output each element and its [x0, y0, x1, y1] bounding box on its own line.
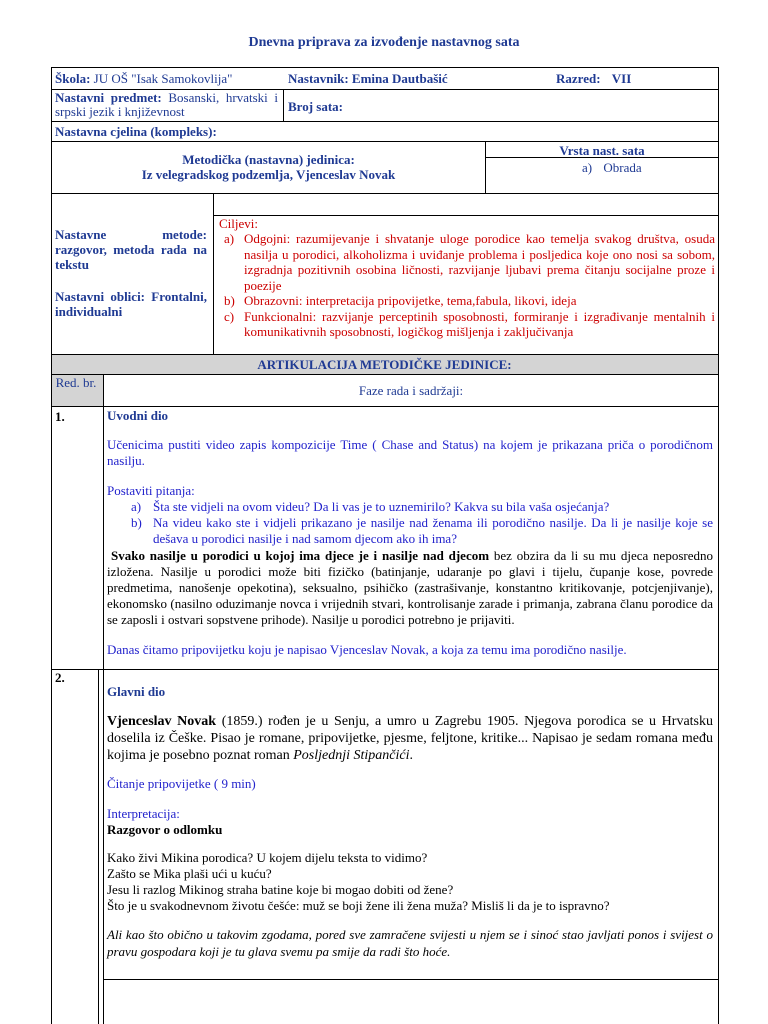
table-divider — [51, 354, 719, 355]
table-border-left — [51, 67, 52, 1024]
jedinica-label: Metodička (nastavna) jedinica: — [182, 152, 355, 167]
cilj-text: Obrazovni: interpretacija pripovijetke, tema,fabula, likovi, ideja — [244, 293, 577, 308]
razred-field — [556, 71, 706, 86]
question-marker: a) — [131, 499, 142, 514]
vrsta-label: Vrsta nast. sata — [559, 143, 645, 158]
oblici-label: Nastavni oblici: — [55, 289, 146, 304]
table-divider-v — [98, 669, 99, 1024]
broj-sata-field: Broj sata: — [288, 99, 344, 114]
row1-content — [107, 408, 713, 658]
table-divider — [51, 121, 719, 122]
discussion-question: Zašto se Mika plaši ući u kuću? — [107, 866, 272, 881]
row1-closing: Danas čitamo pripovijetku koju je napisao Vjenceslav Novak, a koja za temu ima porodično nasilje. — [107, 642, 627, 657]
bio-novel: Posljednji Stipančići — [293, 748, 410, 763]
col-faze: Faze rada i sadržaji: — [358, 383, 464, 398]
row1-intro: Učenicima pustiti video zapis kompozicije Time ( Chase and Status) na kojem je prikazana priča o porodičnom nasilju. — [107, 437, 713, 468]
row2-heading: Glavni dio — [107, 684, 166, 699]
cilj-marker: a) — [224, 231, 235, 246]
table-border-right — [718, 67, 719, 1024]
row2-quote: Ali kao što obično u takovim zgodama, pored sve zamračene svijesti u njem se i sinoć stao javljati ponos i svijest o pravu gospodara koji je tu glava svemu pa smije da radi što hoće. — [107, 927, 713, 959]
page-title: Dnevna priprava za izvođenje nastavnog sata — [248, 35, 520, 50]
table-divider — [51, 374, 719, 375]
bio-name: Vjenceslav Novak — [107, 714, 217, 729]
table-divider-v — [103, 374, 104, 1024]
row1-body — [107, 548, 713, 628]
col-red-br: Red. br. — [55, 375, 97, 390]
row1-body-text: bez obzira da li su mu djeca neposredno izložena. Nasilje u porodici može biti fizičko (batinjanje, udaranje po glavi i tijelu, čupanje kose, povrede predmetima, nanošenje opekotina), seksualno, psihičko (zastrašivanje, konstantno kritikovanje, potcjenjivanje), ekonomsko (nasilno oduzimanje novca i vrijednih stvari, kontrolisanje zarade i primanja, zabrana članu porodice da se zaposli i ostvari sopstvene prihode). Nasilje u porodici potrebno je prijaviti. — [107, 548, 713, 627]
row2-reading: Čitanje pripovijetke ( 9 min) — [107, 776, 256, 791]
metode-label: Nastavne metode: — [55, 227, 207, 242]
cjelina-field: Nastavna cjelina (kompleks): — [55, 124, 217, 139]
table-divider — [51, 669, 719, 670]
row1-questions-label: Postaviti pitanja: — [107, 483, 195, 498]
ciljevi-list — [214, 231, 715, 340]
oblici-field — [55, 289, 207, 319]
table-divider — [51, 406, 719, 407]
razred-label: Razred: — [556, 71, 601, 86]
row1-bold-lead: Svako nasilje u porodici u kojoj ima djece je i nasilje nad djecom — [111, 548, 490, 563]
cilj-text: Odgojni: razumijevanje i shvatanje uloge porodice kao temelja svakog društva, osuda nasilja u porodici, alkoholizma i uviđanje problema i posljedica koje ono nosi sa sobom, izgradnja pozitivnih osobina ličnosti, razvijanje ljubavi prema čitanju socijalne proze i poezije — [244, 231, 715, 293]
skola-label: Škola: — [55, 71, 91, 86]
vrsta-value-line — [582, 160, 712, 175]
discussion-question: Jesu li razlog Mikinog straha batine koje bi mogao dobiti od žene? — [107, 882, 454, 897]
row1-heading: Uvodni dio — [107, 408, 169, 423]
jedinica-value: Iz velegradskog podzemlja, Vjenceslav Novak — [141, 167, 396, 182]
skola-value: JU OŠ "Isak Samokovlija" — [93, 71, 233, 86]
predmet-value: Bosanski, hrvatski i srpski jezik i književnost — [55, 90, 278, 119]
predmet-field — [55, 91, 278, 119]
oblici-value: Frontalni, individualni — [55, 289, 207, 319]
table-divider-v — [283, 89, 284, 121]
metode-field — [55, 227, 207, 272]
table-border-top — [51, 67, 719, 68]
table-divider — [103, 979, 719, 980]
row2-questions — [107, 850, 713, 914]
discussion-question: Kako živi Mikina porodica? U kojem dijelu teksta to vidimo? — [107, 850, 428, 865]
question-text: Na videu kako ste i vidjeli prikazano je nasilje nad ženama ili porodično nasilje. Da li je nasilje koje se dešava u porodici nasilje i nad samom djecom ako ih ima? — [153, 515, 713, 546]
question-item — [107, 499, 713, 515]
cilj-marker: c) — [224, 308, 235, 324]
table-divider — [51, 141, 719, 142]
razred-value: VII — [611, 71, 632, 86]
predmet-label: Nastavni predmet: — [55, 90, 162, 105]
question-marker: b) — [131, 515, 142, 530]
row2-number: 2. — [55, 670, 65, 685]
artikulacija-heading: ARTIKULACIJA METODIČKE JEDINICE: — [257, 357, 512, 372]
bio-text: (1859.) rođen je u Senju, a umro u Zagrebu 1905. Njegova porodica se u Hrvatsku doselila iz Češke. Pisao je romane, pripovijetke, pjesme, feljtone, kritike... Napisao je sedam romana među kojima je posebno poznat roman — [107, 714, 714, 763]
ciljevi-label: Ciljevi: — [219, 216, 258, 231]
vrsta-value: Obrada — [603, 160, 642, 175]
question-item — [107, 515, 713, 547]
row2-interp-label: Interpretacija: — [107, 806, 180, 821]
cilj-marker: b) — [224, 293, 235, 308]
row2-razgovor: Razgovor o odlomku — [107, 822, 223, 837]
row2-content — [107, 684, 713, 960]
cilj-item — [214, 293, 715, 309]
cilj-text: Funkcionalni: razvijanje perceptinih sposobnosti, formiranje i izgrađivanje mentalnih i komunikativnih sposobnosti, logičkog mišljenja i zaključivanja — [244, 308, 715, 339]
cilj-item — [214, 231, 715, 293]
nastavnik-field: Nastavnik: Emina Dautbašić — [288, 71, 448, 86]
row1-questions — [107, 499, 713, 547]
row2-bio — [107, 713, 713, 764]
discussion-question: Što je u svakodnevnom životu češće: muž se boji žene ili žena muža? Misliš li da je to ispravno? — [107, 898, 610, 913]
table-divider — [51, 193, 719, 194]
question-text: Šta ste vidjeli na ovom videu? Da li vas je to uznemirilo? Kakva su bila vaša osjećanja? — [153, 499, 610, 514]
skola-field — [55, 71, 285, 86]
vrsta-marker: a) — [582, 160, 593, 175]
cilj-item — [214, 309, 715, 340]
metode-value: razgovor, metoda rada na tekstu — [55, 242, 207, 272]
bio-end: . — [409, 748, 413, 763]
row1-number: 1. — [55, 409, 65, 424]
